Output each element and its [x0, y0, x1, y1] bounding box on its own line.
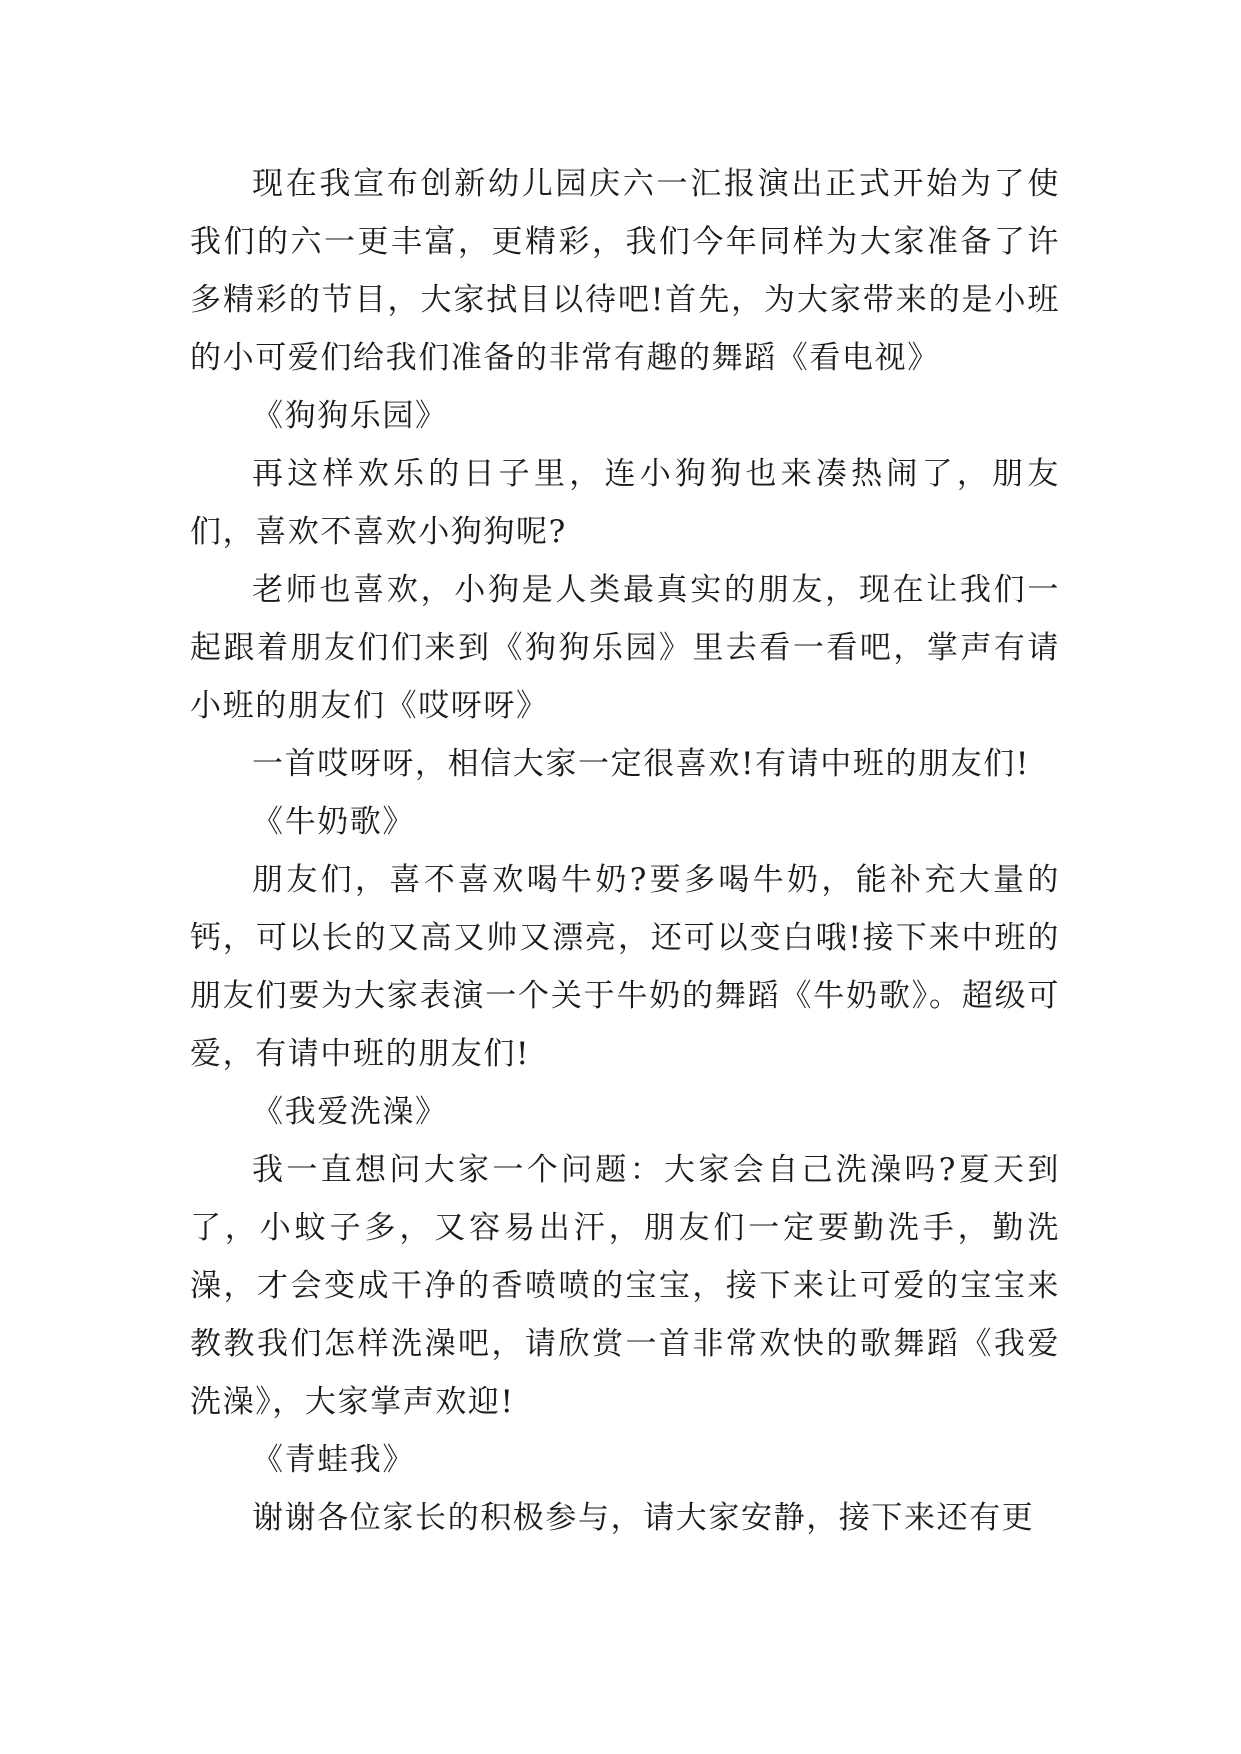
paragraph-closing: 谢谢各位家长的积极参与，请大家安静，接下来还有更	[252, 1500, 1035, 1536]
program-title-bath: 《我爱洗澡》	[252, 1094, 448, 1130]
paragraph-bath: 我一直想问大家一个问题：大家会自己洗澡吗?夏天到了，小蚊子多，又容易出汗，朋友们一定要勤洗手，勤洗澡，才会变成干净的香喷喷的宝宝，接下来让可爱的宝宝来教教我们怎样洗澡吧，请欣赏一首非常欢快的歌舞蹈《我爱洗澡》，大家掌声欢迎!	[190, 1152, 1060, 1420]
program-title-dog-park: 《狗狗乐园》	[252, 398, 448, 434]
paragraph-dog-intro: 再这样欢乐的日子里，连小狗狗也来凑热闹了，朋友们，喜欢不喜欢小狗狗呢?	[190, 456, 1060, 550]
program-title-frog: 《青蛙我》	[252, 1442, 415, 1478]
paragraph-dog-park: 老师也喜欢，小狗是人类最真实的朋友，现在让我们一起跟着朋友们们来到《狗狗乐园》里去看一看吧，掌声有请小班的朋友们《哎呀呀》	[190, 572, 1060, 724]
paragraph-opening: 现在我宣布创新幼儿园庆六一汇报演出正式开始为了使我们的六一更丰富，更精彩，我们今年同样为大家准备了许多精彩的节目，大家拭目以待吧!首先，为大家带来的是小班的小可爱们给我们准备的非常有趣的舞蹈《看电视》	[190, 166, 1060, 376]
paragraph-aiyaya: 一首哎呀呀，相信大家一定很喜欢!有请中班的朋友们!	[252, 746, 1030, 782]
document-body	[190, 155, 1060, 1547]
program-title-milk-song: 《牛奶歌》	[252, 804, 415, 840]
paragraph-milk-song: 朋友们，喜不喜欢喝牛奶?要多喝牛奶，能补充大量的钙，可以长的又高又帅又漂亮，还可以变白哦!接下来中班的朋友们要为大家表演一个关于牛奶的舞蹈《牛奶歌》。超级可爱，有请中班的朋友们!	[190, 862, 1060, 1072]
